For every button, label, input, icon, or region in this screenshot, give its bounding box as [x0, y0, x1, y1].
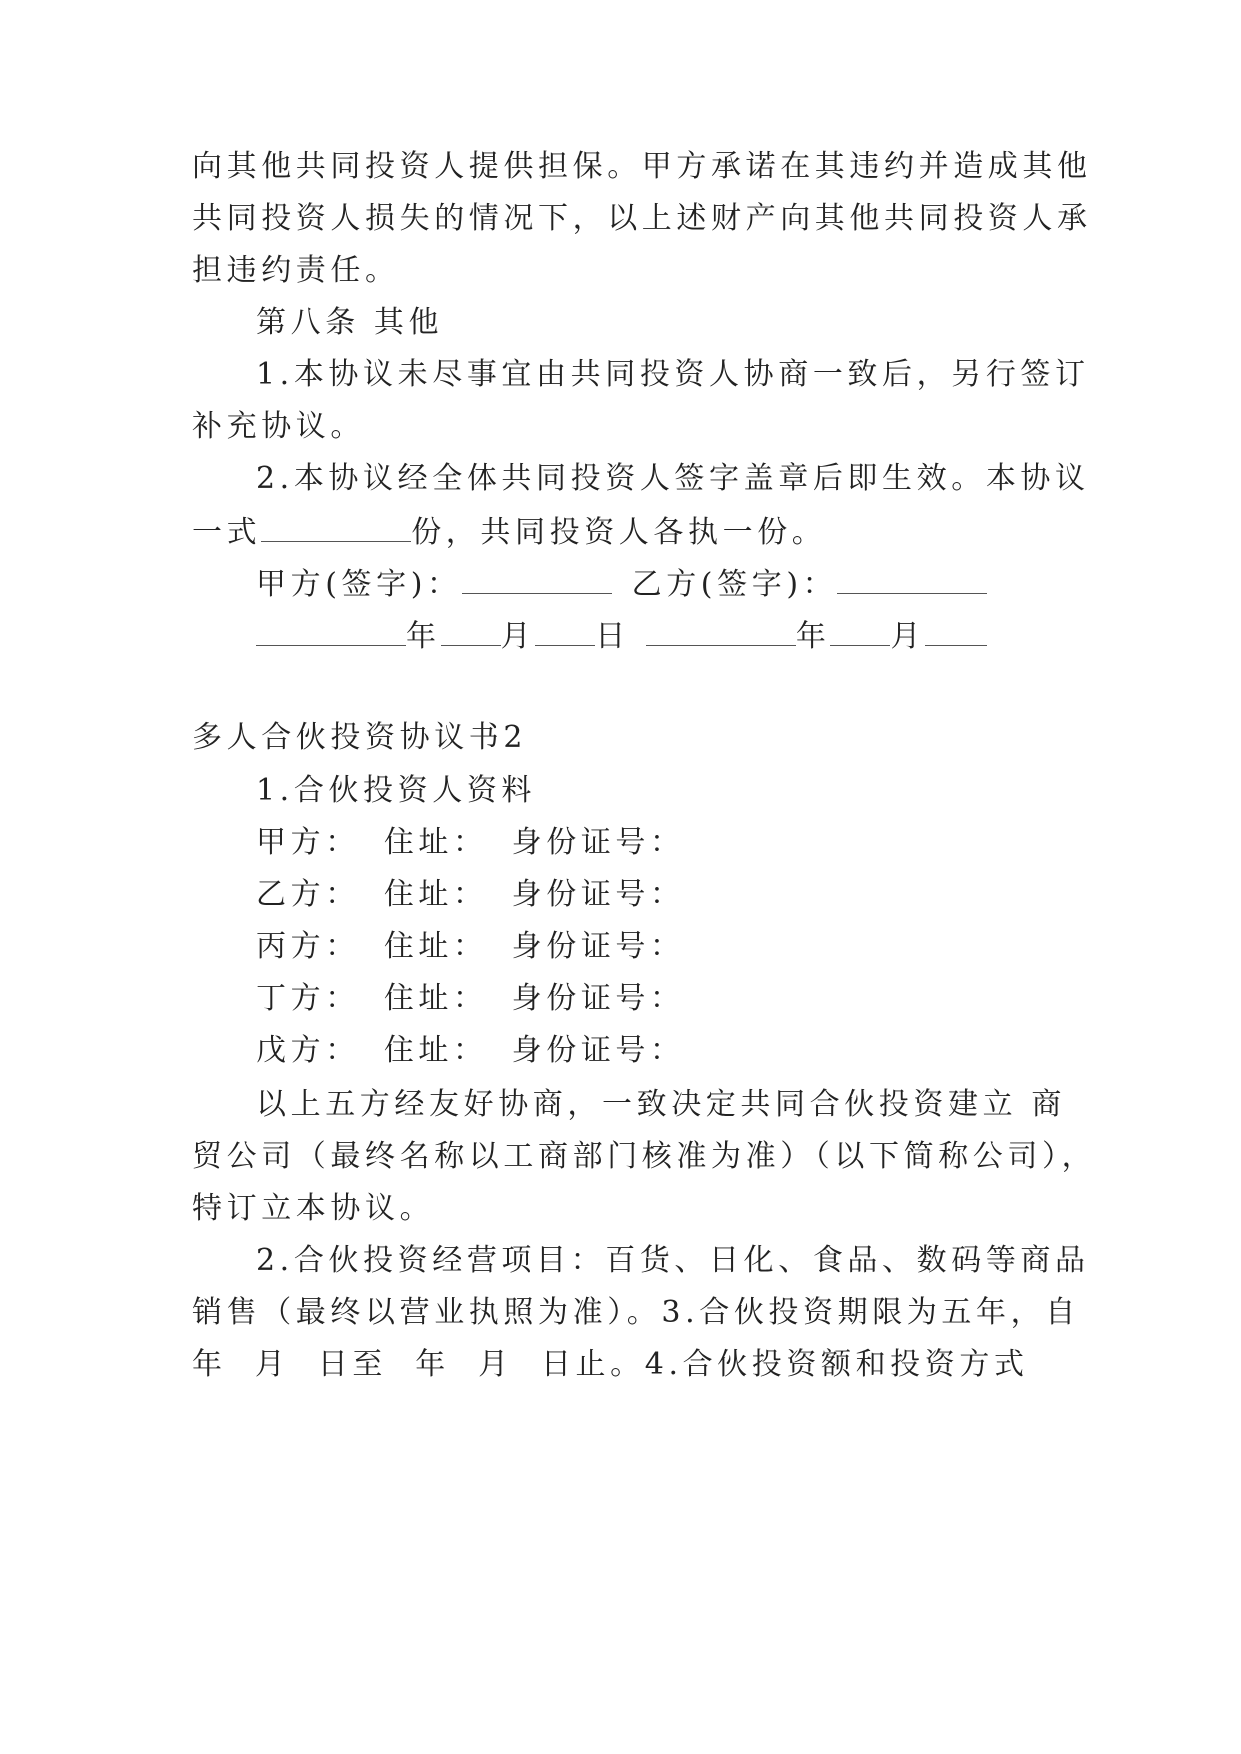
year-blank [646, 615, 796, 646]
party-address-label: 住址： [383, 877, 488, 912]
party-address-label: 住址： [383, 981, 488, 1016]
party-id-label: 身份证号： [511, 981, 685, 1016]
article-8-item-1-line: 1.本协议未尽事宜由共同投资人协商一致后，另行签订 [256, 357, 1090, 392]
article-8-item-2-line: 2.本协议经全体共同投资人签字盖章后即生效。本协议 [256, 461, 1090, 496]
day-label: 日 [595, 619, 630, 654]
article-8-item-2-line [192, 511, 826, 551]
party-info-row [256, 1031, 685, 1071]
paragraph-line: 贸公司（最终名称以工商部门核准为准）（以下简称公司）， [192, 1139, 1097, 1174]
section-1-heading: 1.合伙投资人资料 [256, 773, 537, 808]
paragraph-line: 年 月 日至 年 月 日止。4.合伙投资额和投资方式 [192, 1347, 1029, 1382]
party-name: 丙方： [256, 929, 360, 964]
party-address-label: 住址： [383, 825, 488, 860]
party-id-label: 身份证号： [511, 877, 685, 912]
year-label: 年 [795, 619, 831, 654]
party-a-signature-label: 甲方(签字)： [256, 567, 462, 602]
month-label: 月 [500, 619, 536, 654]
party-info-row [256, 979, 685, 1019]
paragraph-line: 以上五方经友好协商，一致决定共同合伙投资建立 商 [256, 1087, 1066, 1122]
party-b-signature-label: 乙方(签字)： [631, 567, 838, 602]
year-blank [256, 615, 406, 646]
party-name: 丁方： [256, 981, 360, 1016]
year-label: 年 [406, 619, 441, 654]
party-id-label: 身份证号： [511, 1033, 685, 1068]
month-blank [830, 615, 890, 646]
party-info-row [256, 875, 685, 915]
party-name: 乙方： [256, 877, 360, 912]
paragraph-line: 特订立本协议。 [192, 1191, 435, 1226]
party-name: 甲方： [256, 825, 360, 860]
copies-blank [261, 511, 411, 542]
paragraph-line: 担违约责任。 [192, 253, 400, 288]
month-label: 月 [890, 619, 926, 654]
party-b-signature-blank [837, 563, 987, 594]
article-8-item-1-line: 补充协议。 [192, 409, 365, 444]
paragraph-line: 向其他共同投资人提供担保。甲方承诺在其违约并造成其他 [192, 149, 1092, 184]
party-address-label: 住址： [383, 929, 488, 964]
party-info-row [256, 823, 685, 863]
party-info-row [256, 927, 685, 967]
paragraph-line: 2.合伙投资经营项目：百货、日化、食品、数码等商品 [256, 1243, 1090, 1278]
month-blank [441, 615, 501, 646]
article-8-heading: 第八条 其他 [256, 305, 444, 340]
day-blank [535, 615, 595, 646]
document-title: 多人合伙投资协议书2 [192, 720, 528, 755]
paragraph-line: 销售（最终以营业执照为准）。3.合伙投资期限为五年，自 [192, 1295, 1080, 1330]
paragraph-line: 共同投资人损失的情况下，以上述财产向其他共同投资人承 [192, 201, 1092, 236]
day-blank [925, 615, 987, 646]
signature-line [256, 563, 987, 603]
party-id-label: 身份证号： [511, 825, 685, 860]
party-a-signature-blank [462, 563, 612, 594]
party-id-label: 身份证号： [511, 929, 685, 964]
party-address-label: 住址： [383, 1033, 488, 1068]
copies-prefix: 一式 [192, 515, 262, 550]
date-line [256, 615, 987, 655]
copies-suffix: 份，共同投资人各执一份。 [411, 515, 827, 550]
party-name: 戊方： [256, 1033, 360, 1068]
